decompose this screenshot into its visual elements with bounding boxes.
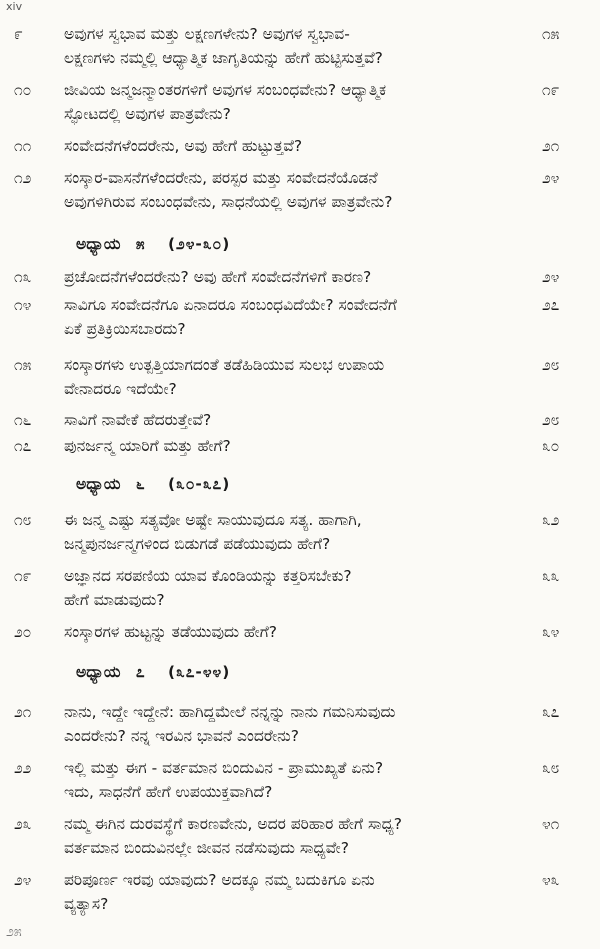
entry-text: ನಮ್ಮ ಈಗಿನ ದುರವಸ್ಥೆಗೆ ಕಾರಣವೇನು, ಅದರ ಪರಿಹಾರ ಹೇಗೆ ಸಾಧ್ಯ? ವರ್ತಮಾನ ಬಿಂದುವಿನಲ್ಲೇ ಜೀವನ ನಡೆಸುವುದು ಸಾಧ್ಯವೇ? bbox=[64, 815, 403, 857]
entry-page: ೩೩ bbox=[542, 567, 560, 585]
entry-page: ೩೭ bbox=[542, 703, 560, 721]
entry-text: ಸಾವಿಗೆ ನಾವೇಕೆ ಹೆದರುತ್ತೇವೆ? bbox=[64, 411, 212, 429]
entry-text: ಸಂಸ್ಕಾರ-ವಾಸನೆಗಳೆಂದರೇನು, ಪರಸ್ಪರ ಮತ್ತು ಸಂವೇದನೆಯೊಡನೆ ಅವುಗಳಿಗಿರುವ ಸಂಬಂಧವೇನು, ಸಾಧನೆಯಲ್ಲಿ ಅವುಗಳ ಪಾತ್ರವೇನು? bbox=[64, 169, 393, 211]
entry-page: ೨೮ bbox=[542, 356, 560, 374]
entry-page: ೨೪ bbox=[542, 268, 560, 286]
entry-text: ಪ್ರಚೋದನೆಗಳೆಂದರೇನು? ಅವು ಹೇಗೆ ಸಂವೇದನೆಗಳಿಗೆ ಕಾರಣ? bbox=[64, 268, 372, 286]
entry-page: ೨೭ bbox=[542, 296, 560, 314]
entry-number: ೨೧ bbox=[14, 703, 32, 721]
entry-page: ೩೪ bbox=[542, 623, 560, 641]
entry-number: ೧೩ bbox=[14, 268, 32, 286]
entry-number: ೧೭ bbox=[14, 437, 32, 455]
entry-text: ಸಂಸ್ಕಾರಗಳ ಹುಟ್ಟನ್ನು ತಡೆಯುವುದು ಹೇಗೆ? bbox=[64, 623, 277, 641]
entry-text: ಇಲ್ಲಿ ಮತ್ತು ಈಗ - ವರ್ತಮಾನ ಬಿಂದುವಿನ - ಪ್ರಾಮುಖ್ಯತೆ ಏನು? ಇದು, ಸಾಧನೆಗೆ ಹೇಗೆ ಉಪಯುಕ್ತವಾಗಿದೆ? bbox=[64, 759, 384, 801]
entry-page: ೧೫ bbox=[542, 25, 560, 43]
entry-number: ೨೩ bbox=[14, 815, 32, 833]
entry-page: ೨೮ bbox=[542, 411, 560, 429]
entry-page: ೩೨ bbox=[542, 511, 560, 529]
entry-page: ೧೯ bbox=[542, 81, 560, 99]
entry-number: ೨೪ bbox=[14, 871, 32, 889]
cutoff-entry-number: ೨೫ bbox=[6, 924, 22, 940]
entry-text: ಅಜ್ಞಾನದ ಸರಪಣಿಯ ಯಾವ ಕೊಂಡಿಯನ್ನು ಕತ್ತರಿಸಬೇಕು? ಹೇಗೆ ಮಾಡುವುದು? bbox=[64, 567, 352, 609]
entry-page: ೩೦ bbox=[542, 437, 560, 455]
entry-text: ಅವುಗಳ ಸ್ವಭಾವ ಮತ್ತು ಲಕ್ಷಣಗಳೇನು? ಅವುಗಳ ಸ್ವಭಾವ- ಲಕ್ಷಣಗಳು ನಮ್ಮಲ್ಲಿ ಆಧ್ಯಾತ್ಮಿಕ ಜಾಗೃತಿಯನ್ನು ಹೇಗೆ ಹುಟ್ಟಿಸುತ್ತವೆ? bbox=[64, 25, 383, 67]
entry-number: ೧೬ bbox=[14, 411, 32, 429]
entry-number: ೨೦ bbox=[14, 623, 32, 641]
chapter-heading: ಅಧ್ಯಾಯ ೭ (೩೭-೪೪) bbox=[76, 663, 231, 681]
chapter-heading: ಅಧ್ಯಾಯ ೫ (೨೪-೩೦) bbox=[76, 235, 231, 253]
entry-text: ಸಂವೇದನೆಗಳೆಂದರೇನು, ಅವು ಹೇಗೆ ಹುಟ್ಟುತ್ತವೆ? bbox=[64, 137, 303, 155]
entry-page: ೩೮ bbox=[542, 759, 560, 777]
entry-text: ಸಂಸ್ಕಾರಗಳು ಉತ್ಪತ್ತಿಯಾಗದಂತೆ ತಡೆಹಿಡಿಯುವ ಸುಲಭ ಉಪಾಯ ವೇನಾದರೂ ಇದೆಯೇ? bbox=[64, 356, 385, 398]
entry-text: ಪರಿಪೂರ್ಣ ಇರವು ಯಾವುದು? ಅದಕ್ಕೂ ನಮ್ಮ ಬದುಕಿಗೂ ಏನು ವ್ಯತ್ಯಾಸ? bbox=[64, 871, 375, 913]
entry-text: ಈ ಜನ್ಮ ಎಷ್ಟು ಸತ್ಯವೋ ಅಷ್ಟೇ ಸಾಯುವುದೂ ಸತ್ಯ. ಹಾಗಾಗಿ, ಜನ್ಮಪುನರ್ಜನ್ಮಗಳಿಂದ ಬಿಡುಗಡೆ ಪಡೆಯುವುದು ಹೇಗೆ? bbox=[64, 511, 362, 553]
entry-text: ಪುನರ್ಜನ್ಮ ಯಾರಿಗೆ ಮತ್ತು ಹೇಗೆ? bbox=[64, 437, 231, 455]
entry-page: ೨೪ bbox=[542, 169, 560, 187]
entry-number: ೧೨ bbox=[14, 169, 32, 187]
entry-text: ನಾನು, ಇದ್ದೇ ಇದ್ದೇನೆ: ಹಾಗಿದ್ದಮೇಲೆ ನನ್ನನ್ನು ನಾನು ಗಮನಿಸುವುದು ಎಂದರೇನು? ನನ್ನ ಇರವಿನ ಭಾವನೆ ಎಂದರೇನು? bbox=[64, 703, 396, 745]
page-folio: xiv bbox=[6, 0, 23, 13]
entry-page: ೪೧ bbox=[542, 815, 560, 833]
entry-page: ೨೧ bbox=[542, 137, 560, 155]
entry-number: ೧೪ bbox=[14, 296, 32, 314]
chapter-heading: ಅಧ್ಯಾಯ ೬ (೩೦-೩೭) bbox=[76, 475, 231, 493]
entry-number: ೧೧ bbox=[14, 137, 32, 155]
entry-text: ಸಾವಿಗೂ ಸಂವೇದನೆಗೂ ಏನಾದರೂ ಸಂಬಂಧವಿದೆಯೇ? ಸಂವೇದನೆಗೆ ಏಕೆ ಪ್ರತಿಕ್ರಿಯಿಸಬಾರದು? bbox=[64, 296, 397, 338]
entry-text: ಜೀವಿಯ ಜನ್ಮಜನ್ಮಾಂತರಗಳಿಗೆ ಅವುಗಳ ಸಂಬಂಧವೇನು? ಆಧ್ಯಾತ್ಮಿಕ ಸ್ಫೋಟದಲ್ಲಿ ಅವುಗಳ ಪಾತ್ರವೇನು? bbox=[64, 81, 387, 123]
entry-number: ೧೫ bbox=[14, 356, 32, 374]
entry-number: ೨೨ bbox=[14, 759, 32, 777]
entry-number: ೧೮ bbox=[14, 511, 32, 529]
entry-page: ೪೩ bbox=[542, 871, 560, 889]
entry-number: ೯ bbox=[14, 25, 23, 43]
entry-number: ೧೯ bbox=[14, 567, 32, 585]
entry-number: ೧೦ bbox=[14, 81, 32, 99]
